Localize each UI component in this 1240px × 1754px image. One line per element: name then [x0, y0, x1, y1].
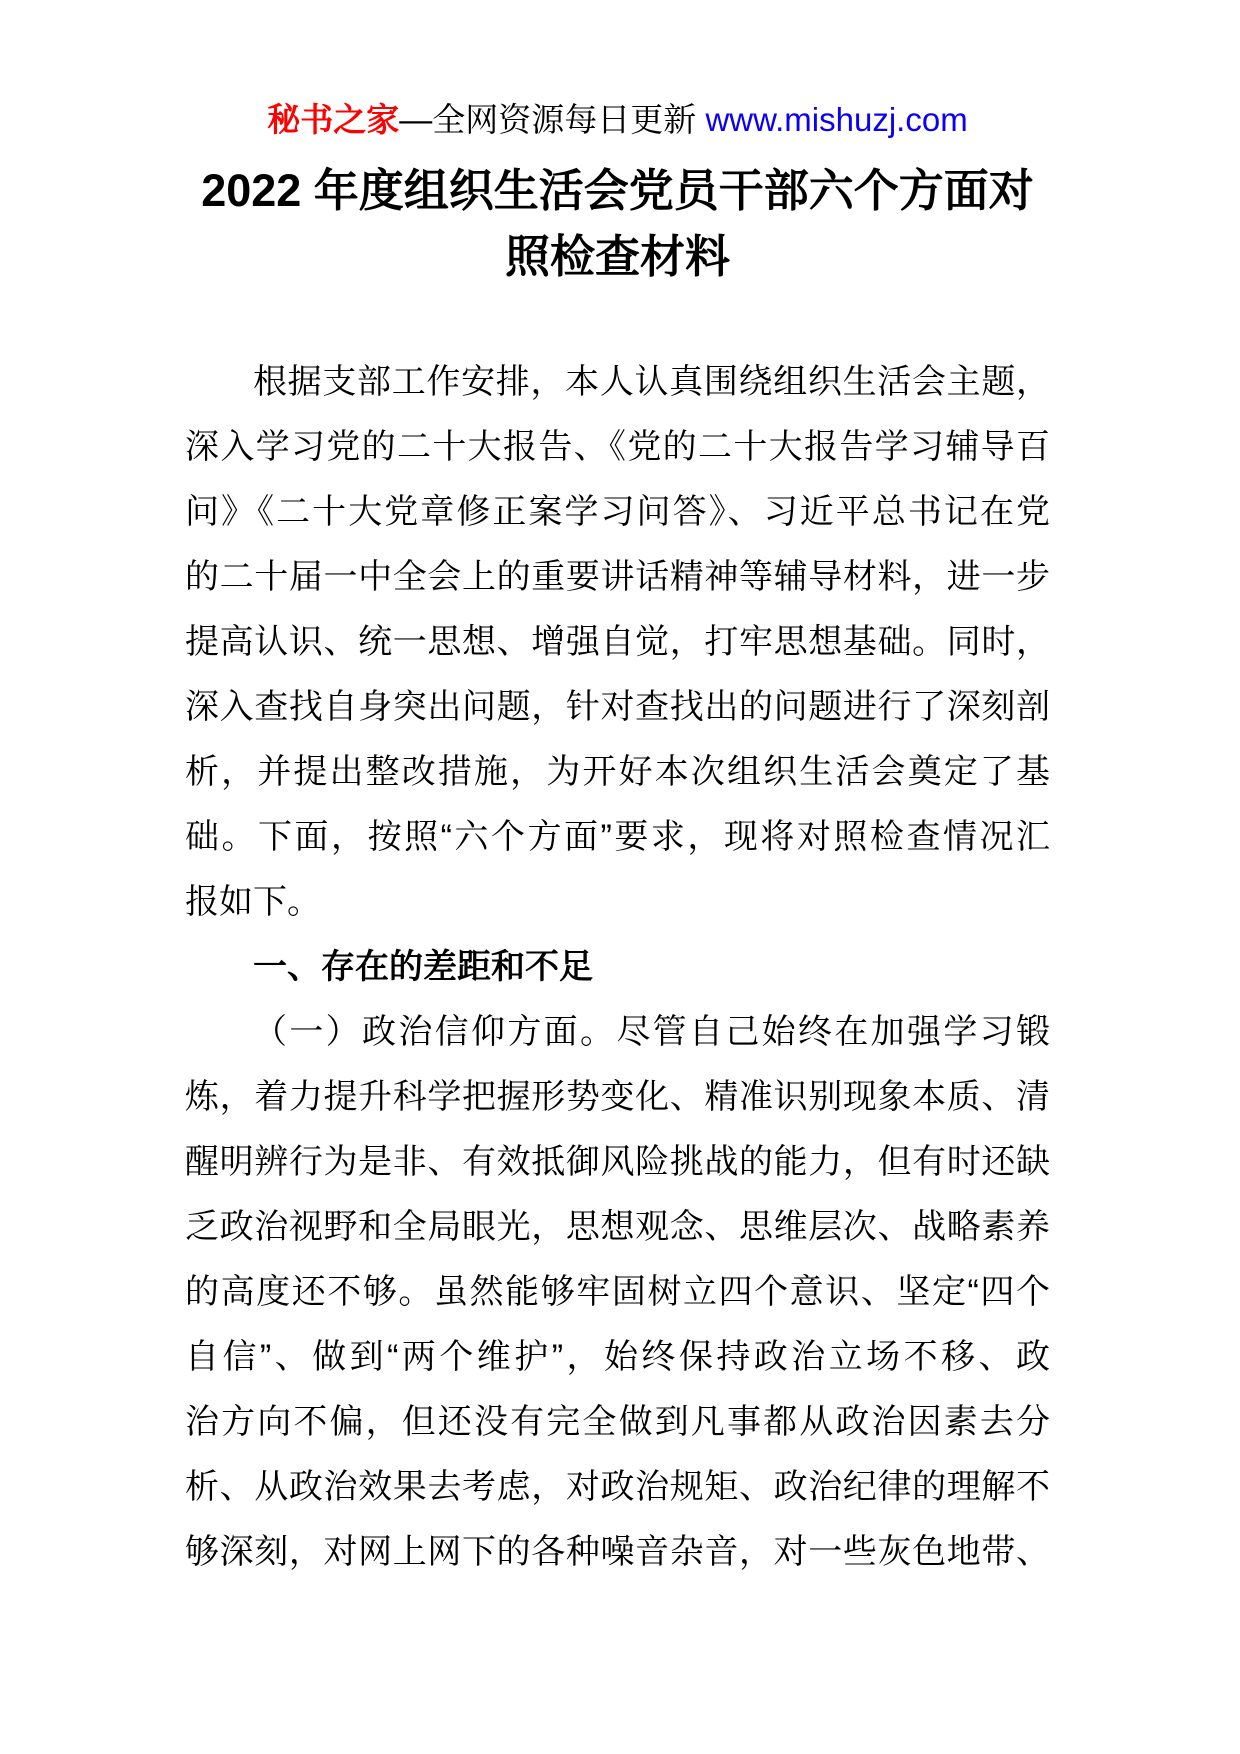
text-line: 够深刻，对网上网下的各种噪音杂音，对一些灰色地带、 [185, 1533, 1050, 1571]
text-line: 醒明辨行为是非、有效抵御风险挑战的能力，但有时还缺 [185, 1143, 1050, 1181]
document-title: 2022 年度组织生活会党员干部六个方面对照检查材料 [201, 165, 1034, 282]
text-line: 报如下。 [185, 883, 321, 921]
site-tagline: —全网资源每日更新 [399, 101, 706, 138]
site-url-link[interactable]: www.mishuzj.com [705, 101, 968, 138]
text-line: 的高度还不够。虽然能够牢固树立四个意识、坚定“四个 [185, 1273, 1050, 1311]
text-line: 乏政治视野和全局眼光，思想观念、思维层次、战略素养 [185, 1208, 1050, 1246]
text-line: 根据支部工作安排，本人认真围绕组织生活会主题， [253, 363, 1050, 401]
text-line: 的二十届一中全会上的重要讲话精神等辅导材料，进一步 [185, 558, 1050, 596]
text-line: （一）政治信仰方面。尽管自己始终在加强学习锻 [253, 1013, 1050, 1051]
section-heading: 一、存在的差距和不足 [253, 948, 593, 986]
text-line: 提高认识、统一思想、增强自觉，打牢思想基础。同时， [185, 623, 1050, 661]
text-line: 深入查找自身突出问题，针对查找出的问题进行了深刻剖 [185, 688, 1050, 726]
text-line: 析、从政治效果去考虑，对政治规矩、政治纪律的理解不 [185, 1468, 1050, 1506]
text-line: 治方向不偏，但还没有完全做到凡事都从政治因素去分 [185, 1403, 1050, 1441]
text-line: 自信”、做到“两个维护”，始终保持政治立场不移、政 [185, 1338, 1050, 1376]
text-line: 析，并提出整改措施，为开好本次组织生活会奠定了基 [185, 753, 1050, 791]
text-line: 问》《二十大党章修正案学习问答》、习近平总书记在党 [185, 493, 1050, 531]
text-line: 础。下面，按照“六个方面”要求，现将对照检查情况汇 [185, 818, 1050, 856]
site-header [185, 98, 1050, 142]
site-name: 秘书之家 [267, 101, 400, 138]
text-line: 深入学习党的二十大报告、《党的二十大报告学习辅导百 [185, 428, 1050, 466]
document-body [185, 350, 1050, 1585]
text-line: 炼，着力提升科学把握形势变化、精准识别现象本质、清 [185, 1078, 1050, 1116]
